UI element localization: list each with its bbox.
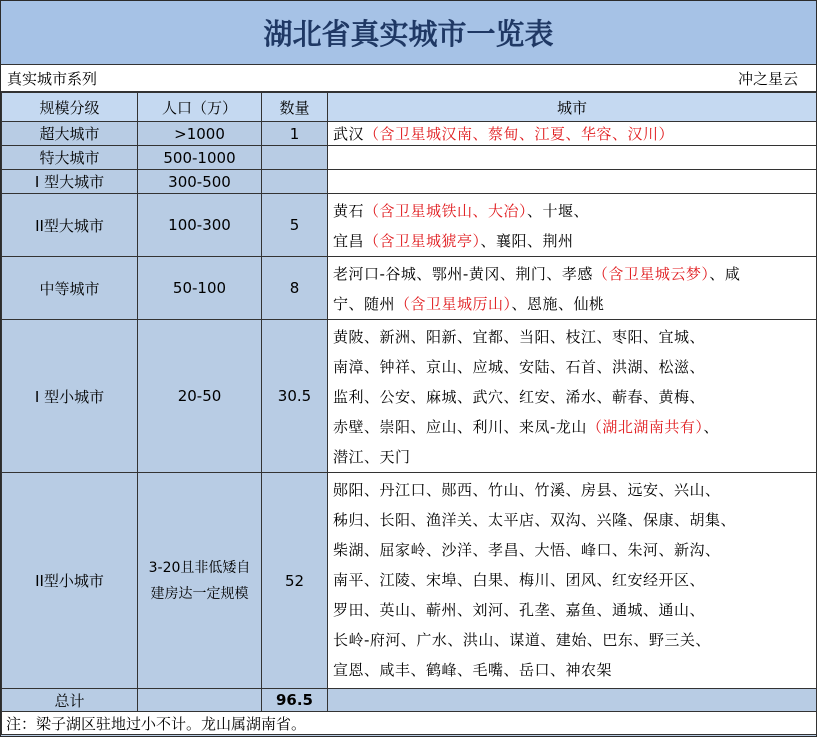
header-row — [2, 93, 817, 122]
city-line — [333, 382, 812, 412]
city-text: 老河口-谷城、鄂州-黄冈、荆门、孝感 — [333, 265, 593, 283]
city-text: 武汉 — [333, 124, 365, 143]
header-count: 数量 — [262, 93, 328, 122]
page-title: 湖北省真实城市一览表 — [1, 1, 816, 65]
city-text: 黄石 — [333, 202, 365, 220]
population-cell: 100-300 — [138, 194, 262, 257]
city-text: 潜江、天门 — [333, 448, 411, 466]
city-line — [333, 322, 812, 352]
city-line — [333, 412, 812, 442]
total-empty — [138, 689, 262, 712]
subtitle-row — [1, 65, 816, 92]
city-text: 秭归、长阳、渔洋关、太平店、双沟、兴隆、保康、胡集、 — [333, 511, 737, 529]
cities-cell — [328, 320, 817, 473]
city-text: 柴湖、屈家岭、沙洋、孝昌、大悟、峰口、朱河、新沟、 — [333, 541, 721, 559]
grade-cell: II型小城市 — [2, 473, 138, 689]
count-cell: 52 — [262, 473, 328, 689]
satellite-note: （含卫星城铁山、大冶） — [364, 202, 528, 220]
city-line — [333, 259, 812, 289]
satellite-note: （含卫星城汉南、蔡甸、江夏、华容、汉川） — [364, 124, 675, 143]
cities-cell — [328, 473, 817, 689]
city-text: 宜昌 — [333, 232, 365, 250]
grade-cell: II型大城市 — [2, 194, 138, 257]
cities-cell — [328, 122, 817, 146]
footnote: 注：梁子湖区驻地过小不计。龙山属湖南省。 — [2, 712, 817, 735]
city-line — [333, 352, 812, 382]
cities-cell — [328, 146, 817, 170]
total-count: 96.5 — [262, 689, 328, 712]
population-cell: 500-1000 — [138, 146, 262, 170]
table-row — [2, 194, 817, 257]
table-row — [2, 473, 817, 689]
series-label: 真实城市系列 — [7, 69, 98, 88]
city-line — [333, 475, 812, 505]
city-text: 长岭-府河、广水、洪山、谋道、建始、巴东、野三关、 — [333, 631, 711, 649]
city-text: 、十堰、 — [527, 202, 590, 220]
count-cell — [262, 170, 328, 194]
table-row — [2, 146, 817, 170]
city-text: 监利、公安、麻城、武穴、红安、浠水、蕲春、黄梅、 — [333, 388, 706, 406]
author-label: 冲之星云 — [737, 69, 798, 88]
header-grade: 规模分级 — [2, 93, 138, 122]
city-text: 黄陂、新洲、阳新、宜都、当阳、枝江、枣阳、宜城、 — [333, 328, 706, 346]
city-line — [333, 196, 812, 226]
city-text: 、 — [703, 418, 719, 436]
city-table — [1, 92, 817, 735]
table-row — [2, 170, 817, 194]
city-text: 罗田、英山、蕲州、刘河、孔垄、嘉鱼、通城、通山、 — [333, 601, 706, 619]
city-line — [333, 595, 812, 625]
cities-cell — [328, 257, 817, 320]
satellite-note: （含卫星城云梦） — [592, 265, 710, 283]
city-text: 郧阳、丹江口、郧西、竹山、竹溪、房县、远安、兴山、 — [333, 481, 721, 499]
header-cities: 城市 — [328, 93, 817, 122]
city-text: 宣恩、咸丰、鹤峰、毛嘴、岳口、神农架 — [333, 661, 613, 679]
total-empty-cities — [328, 689, 817, 712]
city-text: 、恩施、仙桃 — [511, 295, 605, 313]
table-row — [2, 122, 817, 146]
count-cell — [262, 146, 328, 170]
city-line — [333, 625, 812, 655]
population-cell: 20-50 — [138, 320, 262, 473]
city-text: 南漳、钟祥、京山、应城、安陆、石首、洪湖、松滋、 — [333, 358, 706, 376]
grade-cell: 特大城市 — [2, 146, 138, 170]
satellite-note: （湖北湖南共有） — [586, 418, 704, 436]
grade-cell: 中等城市 — [2, 257, 138, 320]
city-line — [333, 123, 812, 145]
city-line — [333, 442, 812, 472]
population-cell: 3-20且非低矮自建房达一定规模 — [138, 473, 262, 689]
grade-cell: I 型小城市 — [2, 320, 138, 473]
population-cell: 50-100 — [138, 257, 262, 320]
city-line — [333, 565, 812, 595]
count-cell: 5 — [262, 194, 328, 257]
header-population: 人口（万） — [138, 93, 262, 122]
count-cell: 30.5 — [262, 320, 328, 473]
cities-cell — [328, 170, 817, 194]
count-cell: 1 — [262, 122, 328, 146]
total-row — [2, 689, 817, 712]
city-line — [333, 655, 812, 685]
note-row — [2, 712, 817, 735]
table-row — [2, 320, 817, 473]
city-text: 、襄阳、荆州 — [480, 232, 574, 250]
city-text: 、咸 — [709, 265, 741, 283]
city-line — [333, 226, 812, 256]
grade-cell: 超大城市 — [2, 122, 138, 146]
city-line — [333, 535, 812, 565]
count-cell: 8 — [262, 257, 328, 320]
population-cell: 300-500 — [138, 170, 262, 194]
population-cell: >1000 — [138, 122, 262, 146]
total-label: 总计 — [2, 689, 138, 712]
satellite-note: （含卫星城猇亭） — [364, 232, 481, 250]
city-line — [333, 505, 812, 535]
satellite-note: （含卫星城厉山） — [395, 295, 512, 313]
city-line — [333, 289, 812, 319]
city-text: 赤壁、崇阳、应山、利川、来凤-龙山 — [333, 418, 587, 436]
grade-cell: I 型大城市 — [2, 170, 138, 194]
table-row — [2, 257, 817, 320]
city-text: 南平、江陵、宋埠、白果、梅川、团风、红安经开区、 — [333, 571, 706, 589]
city-text: 宁、随州 — [333, 295, 396, 313]
cities-cell — [328, 194, 817, 257]
